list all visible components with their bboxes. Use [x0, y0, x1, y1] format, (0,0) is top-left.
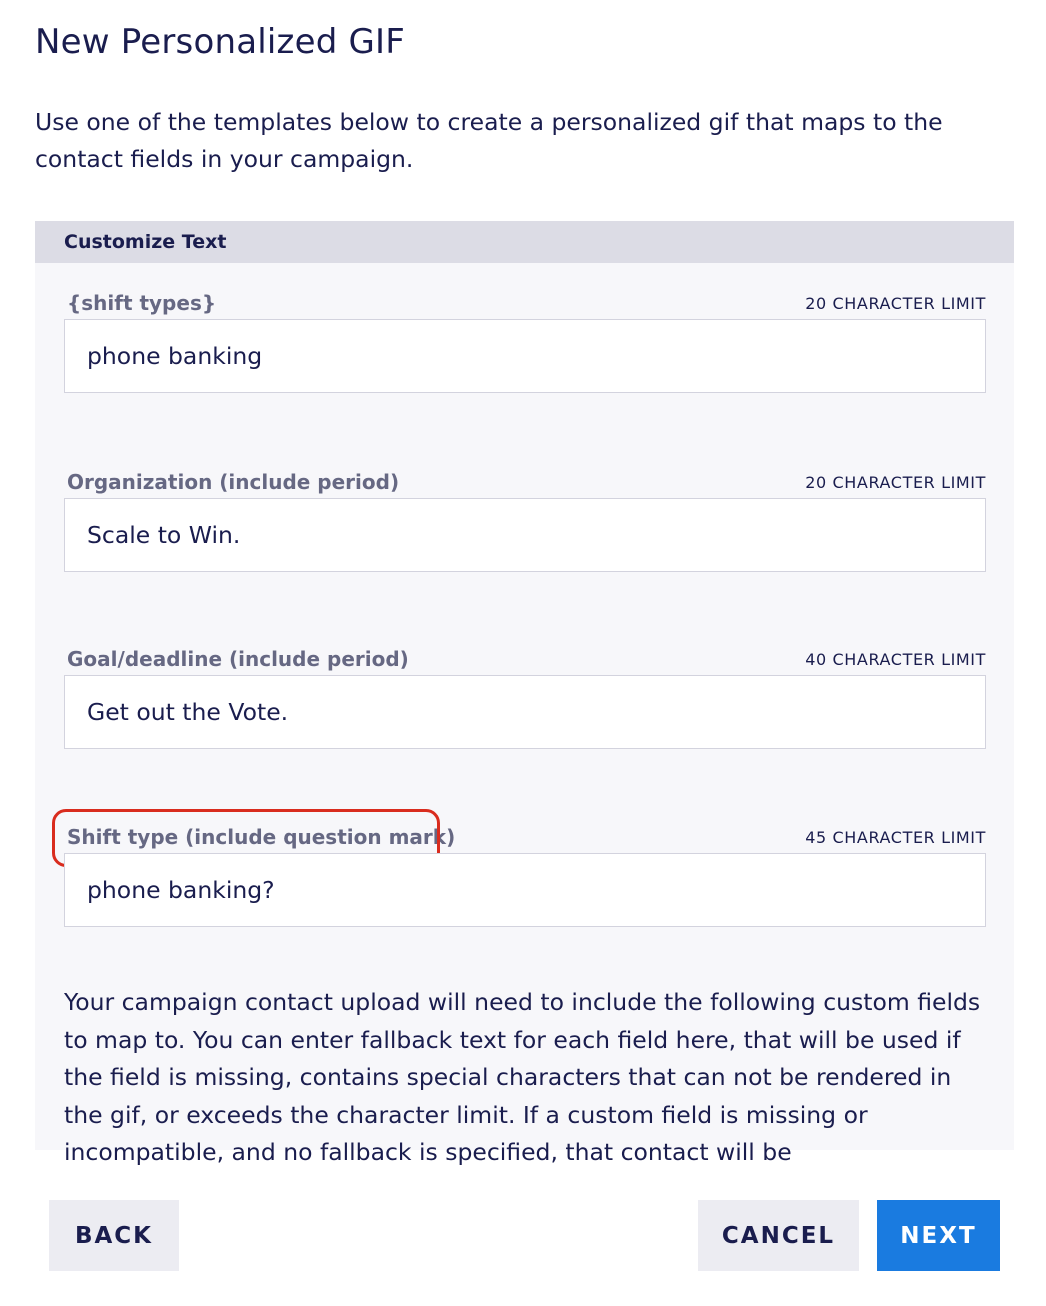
back-button[interactable]: BACK: [49, 1200, 179, 1271]
help-text: Your campaign contact upload will need to include the following custom fields to map to. You can enter fallback text for each field here, that will be used if the field is missing, contains special characters that can not be rendered in the gif, or exceeds the character limit. If a custom field is missing or incompatible, and no fallback is specified, that contact will be: [64, 988, 981, 1166]
shift-type-input[interactable]: [64, 853, 986, 927]
next-button[interactable]: NEXT: [877, 1200, 1000, 1271]
character-limit: 20 CHARACTER LIMIT: [805, 294, 986, 313]
field-label: {shift types}: [67, 291, 217, 315]
organization-input[interactable]: [64, 498, 986, 572]
goal-deadline-input[interactable]: [64, 675, 986, 749]
field-label: Shift type (include question mark): [67, 825, 456, 849]
dialog-title: New Personalized GIF: [35, 22, 406, 62]
panel-header: Customize Text: [35, 221, 1014, 263]
cancel-button[interactable]: CANCEL: [698, 1200, 859, 1271]
character-limit: 45 CHARACTER LIMIT: [805, 828, 986, 847]
shift-types-input[interactable]: [64, 319, 986, 393]
field-label: Goal/deadline (include period): [67, 647, 409, 671]
field-label: Organization (include period): [67, 470, 400, 494]
character-limit: 40 CHARACTER LIMIT: [805, 650, 986, 669]
customize-text-panel[interactable]: [35, 221, 1014, 1166]
dialog-intro: Use one of the templates below to create a personalized gif that maps to the contact fields in your campaign.: [35, 108, 943, 173]
character-limit: 20 CHARACTER LIMIT: [805, 473, 986, 492]
